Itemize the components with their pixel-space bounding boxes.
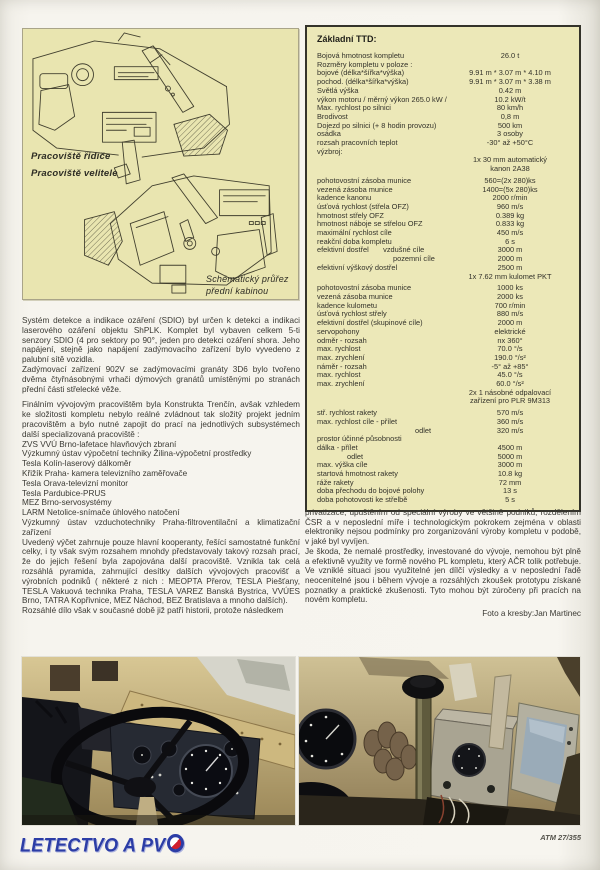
ttd-row-label: efektivní dostřel (skupinové cíle) [317, 318, 423, 328]
ttd-row-value: 2x 1 násobné odpalovací [468, 387, 552, 397]
text-block: Výzkumný ústav výpočetní techniky Žilina-výpočetní prostředky [22, 449, 252, 459]
ttd-row [317, 273, 569, 282]
ttd-row-value: 2000 m [497, 254, 523, 264]
ttd-row-value: 72 mm [498, 477, 522, 487]
ttd-row-label: max. rychlost [317, 344, 361, 354]
ttd-row-value: 13 s [503, 486, 517, 496]
ttd-row-label: výzbroj: [317, 146, 343, 156]
ttd-row-value: 960 m/s [496, 201, 524, 211]
ttd-row [317, 139, 569, 148]
ttd-row-label: Max. rychlost po silnici [317, 103, 391, 113]
ttd-row-label: odměr - rozsah [317, 335, 367, 345]
article-right-column [305, 508, 581, 619]
ttd-row-label: ráže rakety [317, 477, 354, 487]
ttd-row-label: prostor účinné působnosti [317, 434, 402, 444]
ttd-row-label: max. rychlost cíle - přílet [317, 416, 398, 426]
ttd-row-value: -5° až +85° [491, 361, 529, 371]
ttd-row [317, 165, 569, 174]
ttd-row-label: startová hmotnost rakety [317, 469, 398, 479]
text-block: MEZ Brno-servosystémy [22, 498, 112, 508]
ttd-row [317, 246, 569, 255]
ttd-row-label: bojové (délka*šířka*výška) [317, 68, 405, 78]
ttd-row-label: kadence kanonu [317, 193, 372, 203]
ttd-row-label: reakční doba kompletu [317, 236, 392, 246]
ttd-row-value: kanon 2A38 [490, 164, 530, 174]
ttd-row-value: nx 360° [497, 335, 523, 345]
workplace-drawings [23, 29, 298, 299]
ttd-row-label: hmotnost náboje se střelou OFZ [317, 219, 423, 229]
ttd-row-label: osádka [317, 129, 341, 139]
ttd-row-value: 26.0 t [500, 51, 520, 60]
ttd-row-value: 3 osoby [497, 129, 523, 139]
text-block: Výzkumný ústav vzduchotechniky Praha-filtroventilační a klimatizační zařízení [22, 517, 300, 537]
ttd-title: Základní TTD: [317, 34, 377, 44]
ttd-row-label: náměr - rozsah [317, 361, 367, 371]
ttd-row-value: 4500 m [497, 442, 523, 452]
page-reference: ATM 27/355 [540, 833, 581, 842]
ttd-row-label: max. výška cíle [317, 460, 368, 470]
ttd-row-value: 2000 ks [497, 291, 523, 301]
ttd-row-value: 0.389 kg [495, 210, 525, 220]
ttd-row-value: 0.42 m [498, 85, 522, 95]
magazine-logo [20, 834, 184, 857]
ttd-row-label: odlet [415, 425, 432, 435]
ttd-row-value: 700 r/min [494, 300, 526, 310]
ttd-row-value: 5000 m [497, 451, 523, 461]
photo-driver-cockpit [22, 657, 295, 825]
ttd-row-value: 10.2 kW/t [494, 94, 526, 104]
ttd-row-label: doba přechodu do bojové polohy [317, 486, 425, 496]
ttd-row-value: 880 m/s [496, 309, 524, 319]
article-left-column [22, 316, 300, 616]
text-block: ZVS VVÚ Brno-lafetace hlavňových zbraní [22, 439, 177, 449]
label-driver-workplace: Pracoviště řidiče [31, 151, 111, 162]
ttd-row [317, 470, 569, 479]
ttd-row-value: 1000 ks [497, 283, 523, 293]
ttd-row-value: elektrické [494, 326, 526, 336]
ttd-row-value: 570 m/s [496, 408, 524, 418]
ttd-row-label: kadence kulometu [317, 300, 377, 310]
ttd-row-value: 5 s [505, 495, 515, 505]
label-commander-workplace: Pracoviště velitele [31, 168, 118, 179]
text-block: Tesla Orava-televizní monitor [22, 478, 129, 488]
ttd-row [317, 418, 569, 427]
ttd-row-value: 3000 m [497, 460, 523, 470]
ttd-row-label: hmotnost střely OFZ [317, 210, 384, 220]
ttd-row-label: pohotovostní zásoba munice [317, 283, 412, 293]
ttd-row-value: 6 s [505, 236, 515, 246]
ttd-row-label: Brodivost [317, 111, 348, 121]
ttd-row [317, 156, 569, 165]
ttd-row-value: 0,8 m [500, 111, 520, 121]
text-block: privatizace, upuštěním od speciální výroby ve většině podniků, rozdělením ČSR a v neposlední míře i technologickým pokrokem zejména v oblasti elektroniky nejsou podmínky pro zorganizování výroby kompletu v podobě, v jaké byl vyvíjen. [305, 508, 581, 547]
ttd-row-value: 0.833 kg [495, 219, 525, 229]
ttd-row-label: vezená zásoba munice [317, 291, 393, 301]
text-block: Křižík Praha- kamera televizního zaměřovače [22, 468, 188, 478]
ttd-row-value: 10.8 kg [497, 469, 523, 479]
ttd-row-value: 190.0 °/s² [494, 352, 526, 362]
ttd-row [317, 397, 569, 406]
ttd-panel [305, 25, 581, 512]
ttd-row-value: 9.91 m * 3.07 m * 4.10 m [469, 68, 551, 78]
ttd-row-value: 3000 m [497, 245, 523, 255]
ttd-row-label: maximální rychlost cíle [317, 228, 392, 238]
text-block: LARM Netolice-snímače úhlového natočení [22, 508, 180, 518]
label-section-caption-line1: Schématický průřez [206, 274, 289, 284]
magazine-logo-text: LETECTVO A PV [20, 834, 166, 856]
ttd-row-label: doba pohotovosti ke střelbě [317, 495, 408, 505]
ttd-row-label: servopohony [317, 326, 360, 336]
ttd-row-label: max. zrychlení [317, 379, 365, 389]
ttd-row-value: 9.91 m * 3.07 m * 3.38 m [469, 77, 551, 87]
text-block: Tesla Pardubice-PRUS [22, 488, 106, 498]
ttd-row-value: zařízení pro PLR 9M313 [469, 396, 551, 406]
ttd-row-label: max. rychlost [317, 370, 361, 380]
text-block: Finálním vývojovým pracovištěm byla Konstrukta Trenčín, avšak vzhledem ke složitosti kompletu nebylo reálné zvládnout tak složitý projekt jedním pracovištěm a bylo nutné zapojit do prací na jednotlivých subsystémech další specializovaná pracoviště : [22, 400, 300, 439]
ttd-row-label: pohotovostní zásoba munice [317, 175, 412, 185]
ttd-row [317, 104, 569, 113]
ttd-row-value: 360 m/s [496, 416, 524, 426]
text-block: Foto a kresby:Jan Martinec [482, 609, 581, 619]
label-section-caption-line2: přední kabinou [206, 286, 269, 296]
ttd-row-value: 2000 r/min [492, 193, 528, 203]
ttd-row [317, 122, 569, 131]
ttd-rows [317, 52, 569, 505]
ttd-row-value: 2500 m [497, 262, 523, 272]
czech-roundel-icon [167, 834, 184, 852]
diagram-panel [22, 28, 299, 300]
ttd-row-label: pochod. (délka*šířka*výška) [317, 77, 409, 87]
ttd-row-label: dálka - přílet [317, 442, 358, 452]
ttd-row-value: 1400=(5x 280)ks [482, 184, 538, 194]
ttd-row-label: pozemní cíle [393, 254, 435, 264]
ttd-row-label: Dojezd po silnici (+ 8 hodin provozu) [317, 120, 437, 130]
ttd-row-label: úsťová rychlost střely [317, 309, 387, 319]
ttd-row-label: max. zrychlení [317, 352, 365, 362]
text-block: Uvedený výčet zahrnuje pouze hlavní kooperanty, řešící samostatné funkční celky, i ty však svým rozsahem mnohdy představovaly takový rozsah prací, že do jejich řešení byla zapojována další pracoviště. Vznikla tak celá rozsáhlá pyramida, zahrnující desítky dalších vývojových pracovišť a výrobních podniků ( některé z nich : MEOPTA Přerov, TESLA Piešťany, TESLA Vakuová technika Praha, TESLA VAREZ Banská Bystrica, VVÚES Brno, TATRA Kopřivnice, MEZ Náchod, BEZ Bratislava a mnoho dalších). [22, 537, 300, 606]
ttd-row-label: stř. rychlost rakety [317, 408, 377, 418]
ttd-row-value: -30° až +50°C [486, 138, 534, 148]
ttd-row-value: 70.0 °/s [497, 344, 523, 354]
ttd-row-label: Bojová hmotnost kompletu [317, 51, 405, 60]
ttd-row-label: odlet [347, 451, 364, 461]
ttd-row-value: 320 m/s [496, 425, 524, 435]
ttd-row-value: 1x 30 mm automatický [473, 155, 547, 165]
ttd-row-label: vezená zásoba munice [317, 184, 393, 194]
ttd-row-value: 45.0 °/s [497, 370, 523, 380]
text-block: Zadýmovací zařízení 902V se zadýmovacími granáty 3D6 bylo tvořeno dvěma čtyřnásobnými vrhači dýmových granátů umístěnými po stranách přední části střelecké věže. [22, 364, 300, 394]
ttd-row-value: 60.0 °/s² [496, 379, 524, 389]
ttd-row-value: 80 km/h [496, 103, 524, 113]
ttd-row-label: Světlá výška [317, 85, 359, 95]
ttd-row-value: 2000 m [497, 318, 523, 328]
ttd-row [317, 496, 569, 505]
ttd-row-label: efektivní dostřel vzdušné cíle [317, 245, 425, 255]
ttd-row-value: 560=(2x 280)ks [484, 175, 536, 185]
ttd-row-label: rozsah pracovních teplot [317, 138, 398, 148]
ttd-row-value: 500 km [497, 120, 523, 130]
ttd-row-value: 1x 7.62 mm kulomet PKT [468, 271, 552, 281]
ttd-row-value: 450 m/s [496, 228, 524, 238]
ttd-row-label: výkon motoru / měrný výkon 265.0 kW / [317, 94, 447, 104]
photo-commander-station [299, 657, 580, 825]
ttd-row-label: úsťová rychlost (střela OFZ) [317, 201, 409, 211]
text-block: Systém detekce a indikace ozáření (SDIO) byl určen k detekci a indikaci laserového ozáření objektu ShPLK. Komplet byl vybaven celkem 5-ti senzory SDIO (4 pro sektory po 90°, jeden pro detekci ozáření shora. Jeho napájení, stejně jako napájení zadýmovacího zařízení bylo vyvedeno z palubní sítě vozidla. [22, 316, 300, 365]
ttd-row-label: Rozměry kompletu v poloze : [317, 59, 413, 69]
text-block: Je škoda, že nemalé prostředky, investované do vývoje, nemohou být plně a efektivně využity ve formě nového PL kompletu, který AČR tolik potřebuje. Ve vzniklé situaci jsou využitelné jen dílčí výsledky a v neposlední řadě neocenitelné jsou i během vývoje a rozsáhlých zkoušek prototypu získané poznatky a praktické zkušenosti. Tyto mohou být zúročeny při pracích na novém kompletu. [305, 546, 581, 605]
text-block: Rozsáhlé dílo však v současné době již patří historii, protože následkem [22, 606, 284, 616]
text-block: Tesla Kolín-laserový dálkoměr [22, 459, 132, 469]
ttd-row-label: efektivní výškový dostřel [317, 262, 398, 272]
